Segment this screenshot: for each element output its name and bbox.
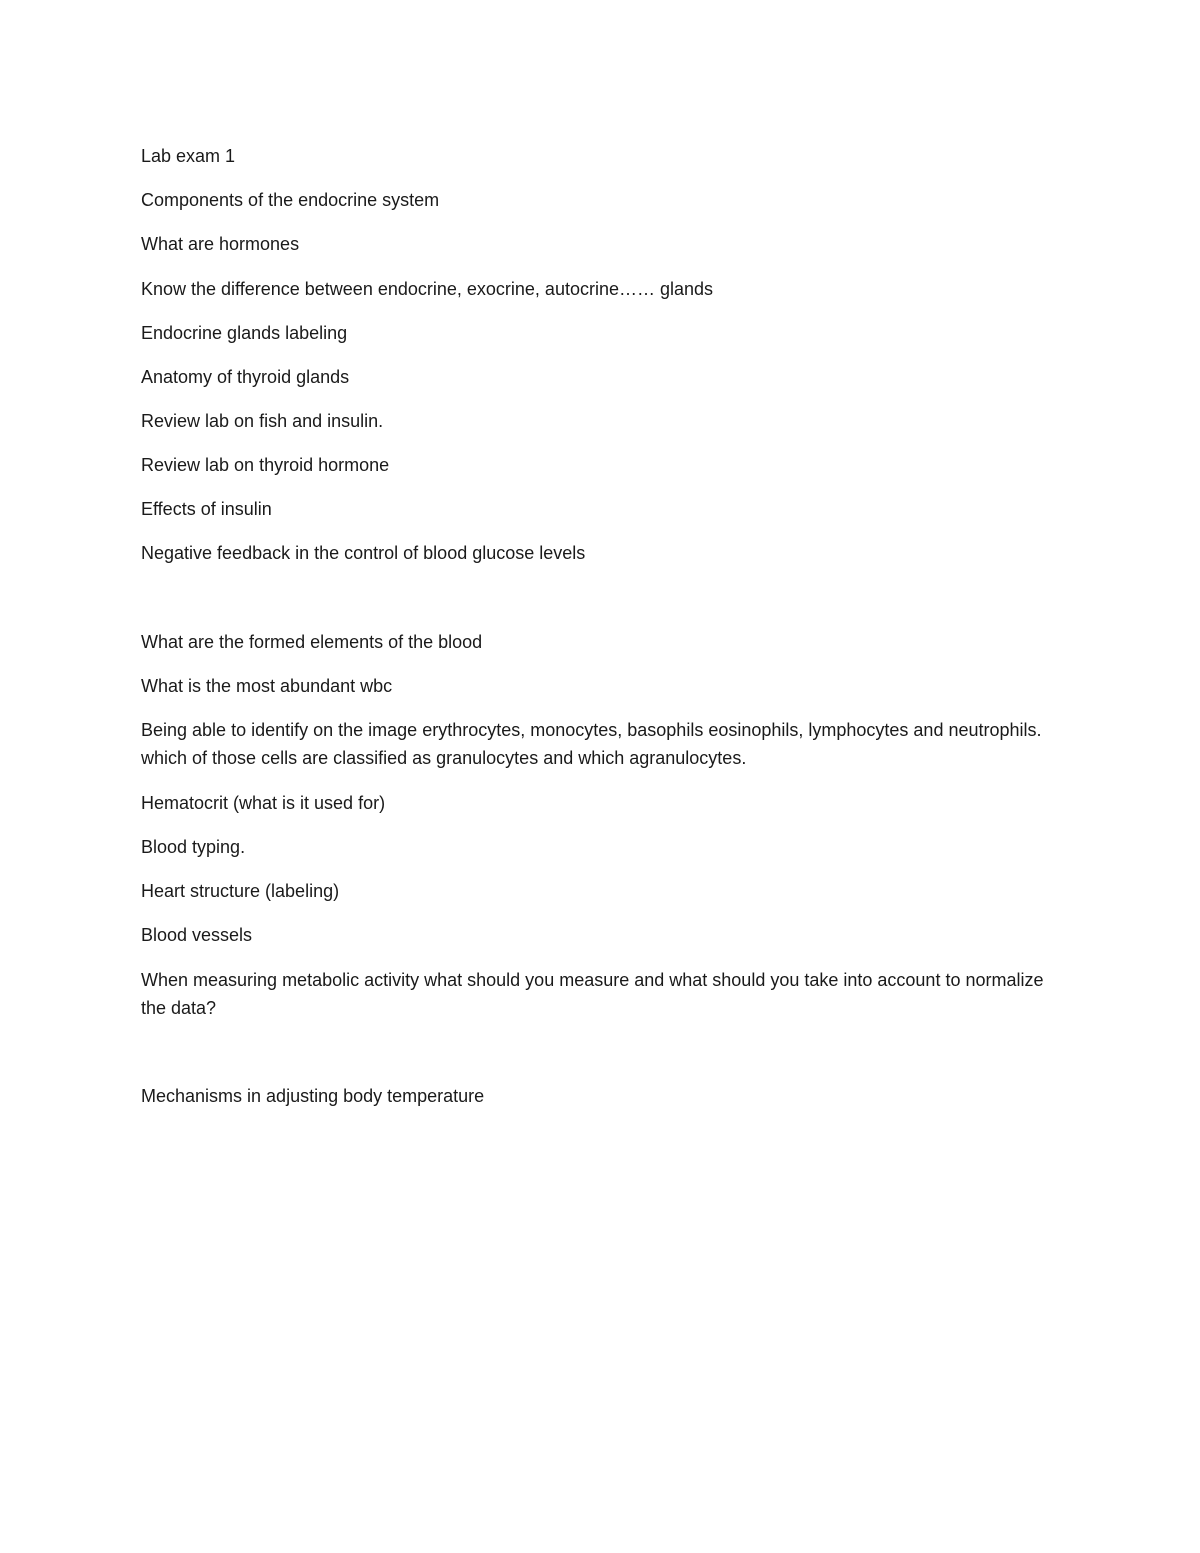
topic-item: Effects of insulin	[141, 499, 272, 519]
topic-item: Know the difference between endocrine, exocrine, autocrine…… glands	[141, 279, 714, 299]
topic-item: Hematocrit (what is it used for)	[141, 793, 386, 813]
topic-item: Components of the endocrine system	[141, 190, 440, 210]
topic-item: What is the most abundant wbc	[141, 676, 393, 696]
topic-item-multiline: Being able to identify on the image erythrocytes, monocytes, basophils eosinophils, lymphocytes and neutrophils. which of those cells are classified as granulocytes and which agranulocytes.	[141, 720, 1042, 768]
topic-item: Review lab on thyroid hormone	[141, 455, 390, 475]
topic-item: Anatomy of thyroid glands	[141, 367, 350, 387]
topic-item: What are hormones	[141, 234, 300, 254]
topic-item-multiline: When measuring metabolic activity what should you measure and what should you take into account to normalize the data?	[141, 970, 1044, 1018]
topic-item: Heart structure (labeling)	[141, 881, 340, 901]
topic-item: What are the formed elements of the blood	[141, 632, 483, 652]
document-title: Lab exam 1	[141, 146, 236, 166]
topic-item: Blood vessels	[141, 925, 253, 945]
topic-item: Review lab on fish and insulin.	[141, 411, 384, 431]
topic-item: Endocrine glands labeling	[141, 323, 348, 343]
topic-item: Negative feedback in the control of blood glucose levels	[141, 543, 586, 563]
topic-item: Blood typing.	[141, 837, 246, 857]
topic-item: Mechanisms in adjusting body temperature	[141, 1086, 485, 1106]
